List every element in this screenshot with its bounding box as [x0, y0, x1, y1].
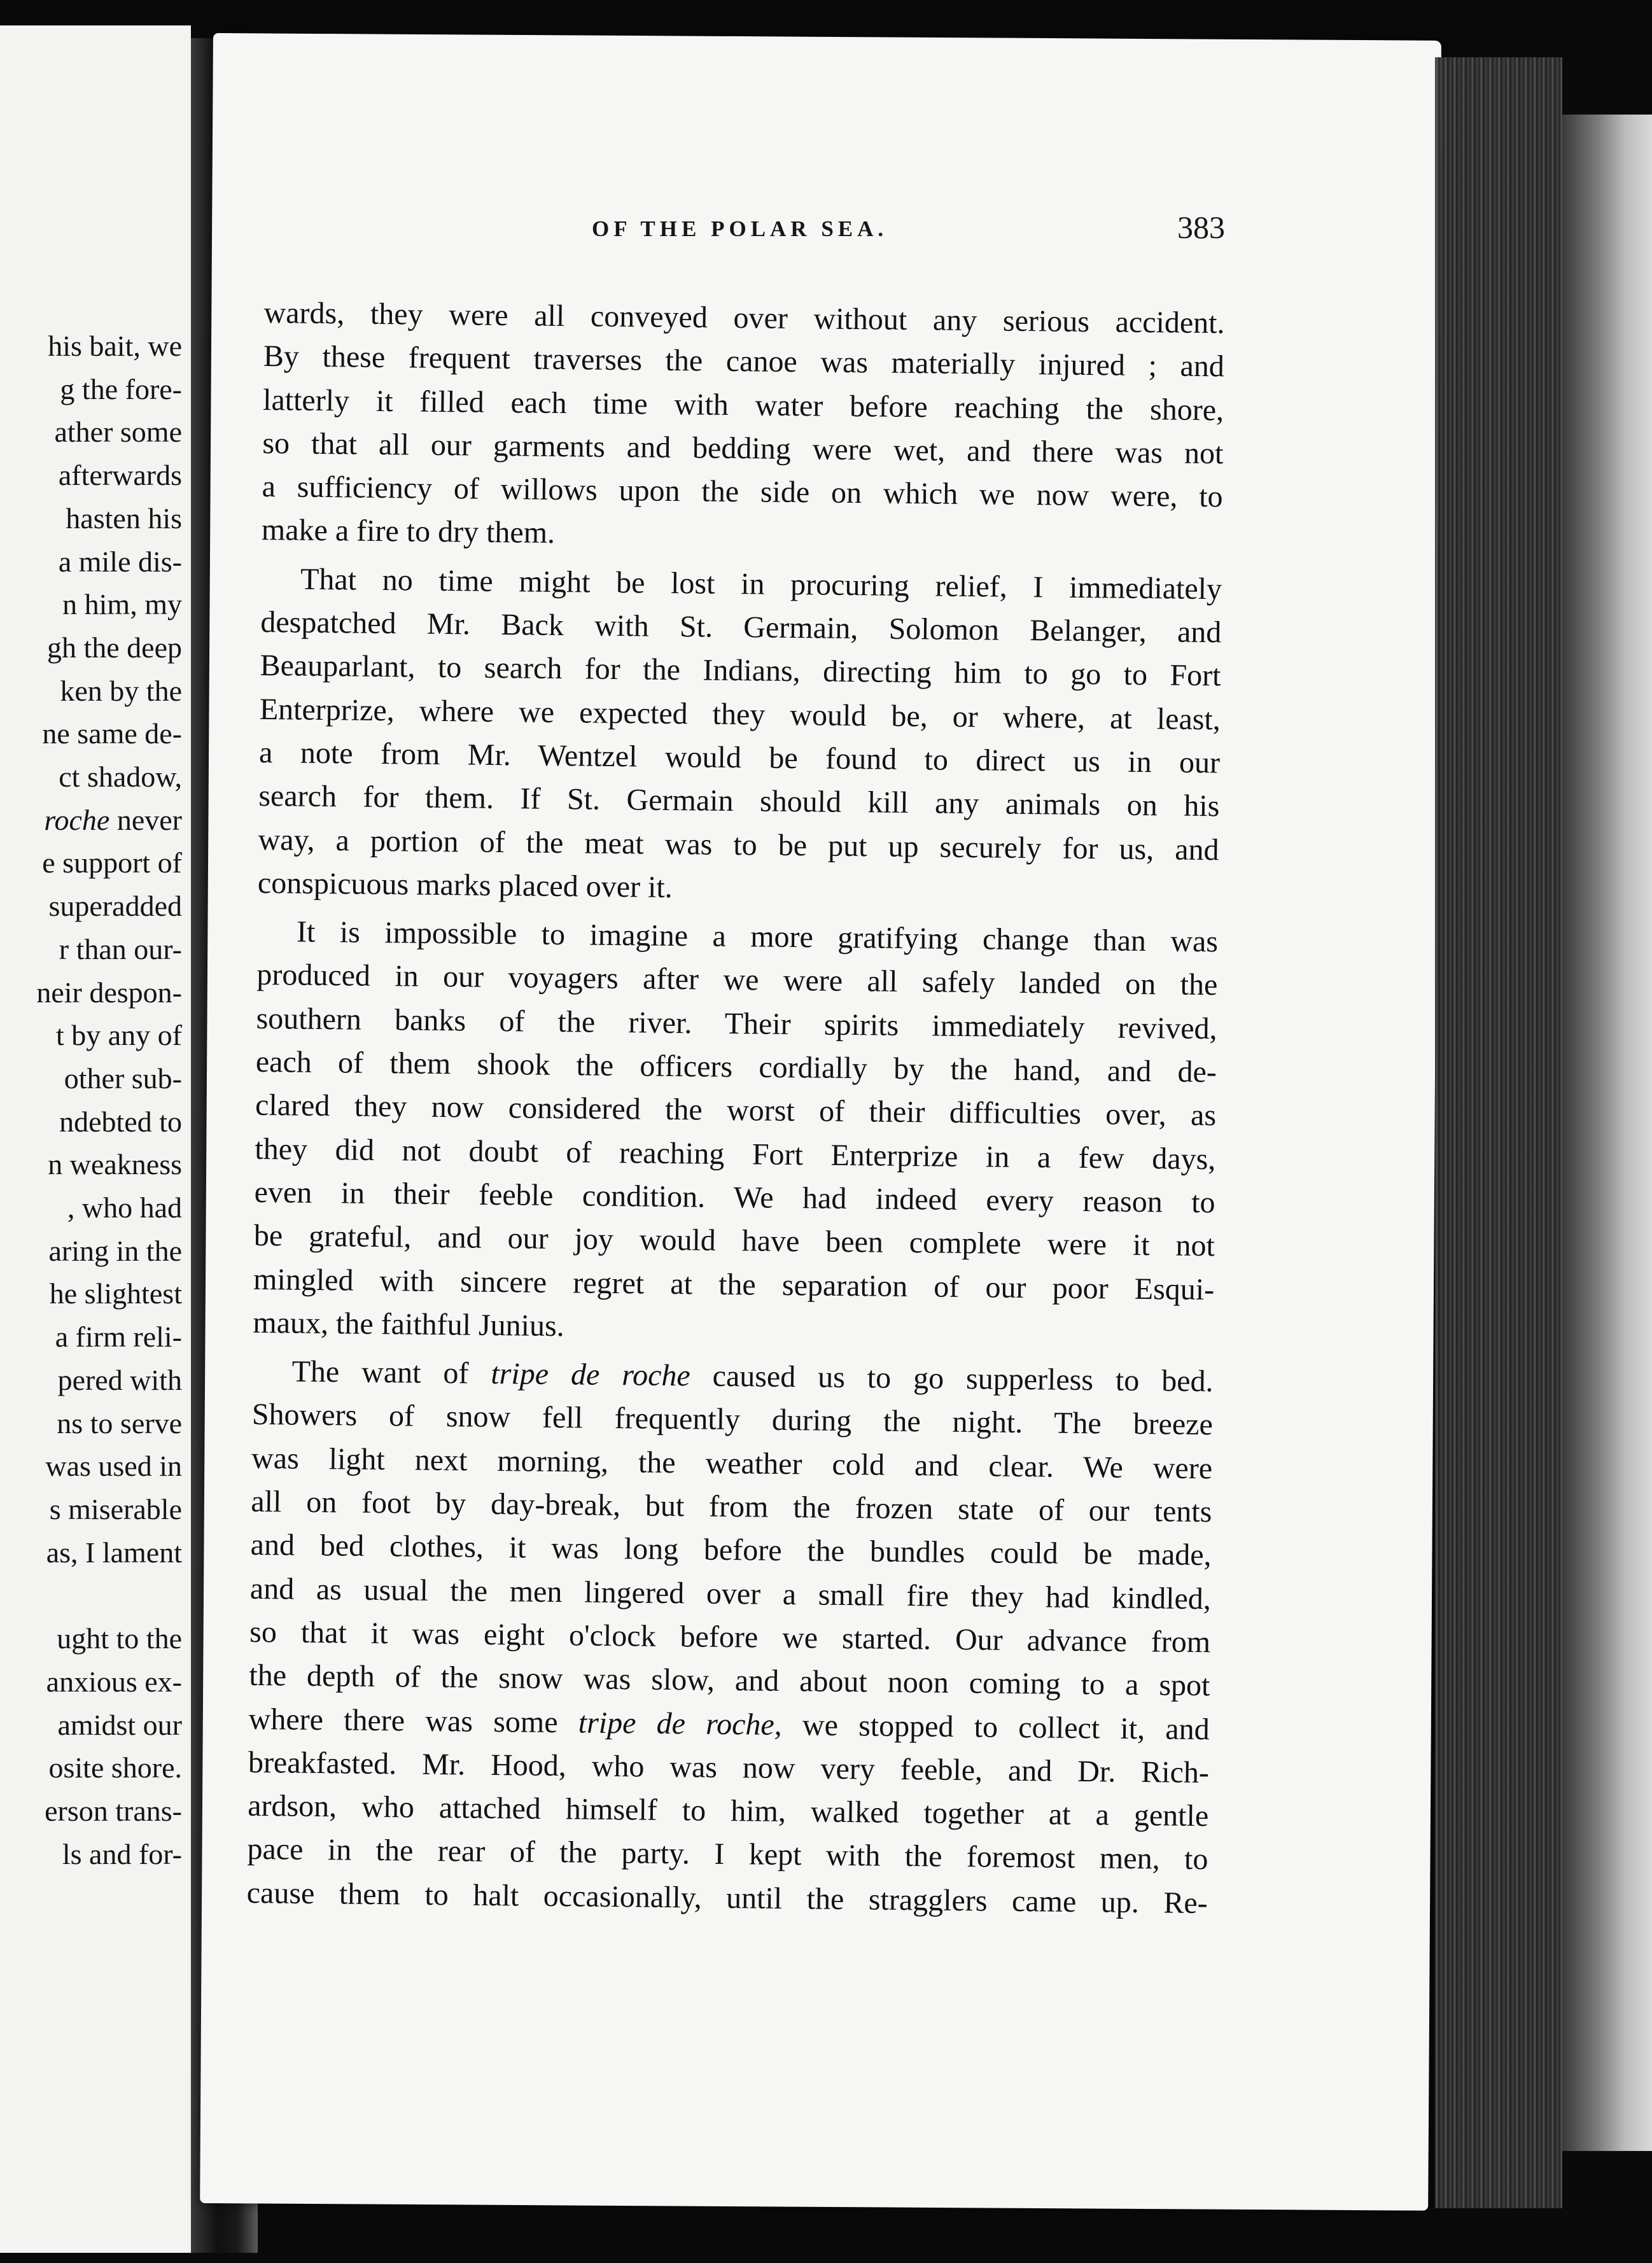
text-line: By these frequent traverses the canoe was materially injured ; and — [263, 339, 1225, 384]
left-page-line — [36, 1574, 182, 1617]
left-page-line: ught to the — [57, 1622, 182, 1655]
text-line: even in their feeble condition. We had indeed every reason to — [254, 1175, 1215, 1220]
left-page-line: amidst our — [57, 1708, 182, 1741]
text-line: so that it was eight o'clock before we started. Our advance from — [249, 1615, 1211, 1660]
left-page-line: hasten his — [66, 501, 182, 535]
left-page-line: ken by the — [60, 674, 182, 707]
text-line: breakfasted. Mr. Hood, who was now very feeble, and Dr. Rich- — [248, 1745, 1210, 1790]
text-line: It is impossible to imagine a more gratifying change than was — [296, 914, 1219, 959]
text-line: Beauparlant, to search for the Indians, directing him to go to Fort — [260, 648, 1221, 693]
text-line: That no time might be lost in procuring relief, I immediately — [300, 562, 1222, 606]
left-page-line: he slightest — [49, 1277, 182, 1310]
text-line: Enterprize, where we expected they would be, or where, at least, — [259, 692, 1221, 736]
paragraph — [246, 1350, 1214, 1925]
left-page-line: t by any of — [55, 1019, 182, 1052]
text-line: pace in the rear of the party. I kept with the foremost men, to — [247, 1832, 1208, 1877]
left-page-line: a mile dis- — [58, 545, 182, 578]
left-page-line: r than our- — [59, 932, 182, 965]
left-page-line: as, I lament — [46, 1536, 182, 1569]
left-page-line: n him, my — [62, 588, 182, 621]
left-page-line: aring in the — [48, 1234, 182, 1267]
left-page-line: a firm reli- — [55, 1321, 182, 1354]
text-line: produced in our voyagers after we were all safely landed on the — [256, 958, 1218, 1002]
left-page-line: his bait, we — [48, 330, 182, 362]
text-line: where there was some tripe de roche, we stopped to collect it, and — [248, 1702, 1210, 1746]
left-page-line: afterwards — [58, 459, 182, 492]
cover-edge — [1562, 115, 1652, 2151]
left-page-line: e support of — [42, 846, 182, 879]
left-page-line: ns to serve — [57, 1406, 182, 1440]
left-page-line: n weakness — [48, 1148, 182, 1181]
left-page-line: roche never — [44, 803, 182, 836]
left-page-line: ct shadow, — [59, 760, 182, 794]
text-line: latterly it filled each time with water before reaching the shore, — [262, 382, 1224, 427]
text-line: so that all our garments and bedding were wet, and there was not — [262, 426, 1224, 471]
left-page-line: pered with — [57, 1363, 182, 1396]
text-line: conspicuous marks placed over it. — [257, 865, 673, 904]
left-page-line: , who had — [67, 1191, 182, 1224]
text-line: clared they now considered the worst of their difficulties over, as — [255, 1088, 1217, 1133]
text-line: was light next morning, the weather cold and clear. We were — [251, 1441, 1213, 1485]
text-line: and as usual the men lingered over a small fire they had kindled, — [249, 1571, 1212, 1616]
left-page-line: osite shore. — [48, 1751, 182, 1784]
running-head: OF THE POLAR SEA. — [592, 216, 888, 241]
left-page-line: ls and for- — [62, 1837, 182, 1870]
left-facing-page — [0, 25, 191, 2253]
text-line: ardson, who attached himself to him, walked together at a gentle — [247, 1788, 1209, 1833]
text-line: they did not doubt of reaching Fort Enterprize in a few days, — [255, 1132, 1216, 1176]
left-page-line: s miserable — [49, 1492, 182, 1525]
page-header — [382, 209, 1225, 267]
page-edges — [1435, 57, 1562, 2208]
text-line: all on foot by day-break, but from the frozen state of our tents — [251, 1484, 1212, 1529]
text-line: The want of tripe de roche caused us to go supperless to bed. — [291, 1354, 1214, 1399]
page-number: 383 — [1177, 209, 1225, 245]
left-page-line: other sub- — [64, 1061, 182, 1095]
text-line: Showers of snow fell frequently during the night. The breeze — [251, 1398, 1214, 1442]
text-line: and bed clothes, it was long before the bundles could be made, — [250, 1528, 1212, 1573]
text-line: be grateful, and our joy would have been complete were it not — [253, 1219, 1215, 1263]
text-line: search for them. If St. Germain should kill any animals on his — [258, 779, 1220, 823]
left-page-line: erson trans- — [45, 1794, 182, 1827]
left-page-line: ather some — [54, 416, 182, 449]
body-text — [246, 291, 1225, 1925]
left-page-line: superadded — [48, 890, 182, 923]
text-line: a sufficiency of willows upon the side on which we now were, to — [262, 470, 1223, 514]
left-page-line: neir despon- — [36, 976, 182, 1009]
left-page-line: anxious ex- — [46, 1665, 182, 1698]
text-line: despatched Mr. Back with St. Germain, Solomon Belanger, and — [260, 605, 1222, 650]
text-line: wards, they were all conveyed over without any serious accident. — [263, 295, 1225, 340]
text-line: each of them shook the officers cordially by the hand, and de- — [255, 1044, 1217, 1089]
paragraph — [262, 291, 1225, 563]
left-page-line: ne same de- — [42, 717, 182, 750]
left-page-line: g the fore- — [60, 372, 182, 405]
left-page-line: was used in — [45, 1450, 182, 1483]
text-line: a note from Mr. Wentzel would be found to direct us in our — [258, 735, 1221, 780]
left-page-line: gh the deep — [46, 631, 182, 664]
text-line: mingled with sincere regret at the separation of our poor Esqui- — [253, 1262, 1215, 1307]
text-line: cause them to halt occasionally, until the stragglers came up. Re- — [246, 1875, 1208, 1920]
left-page-text — [36, 325, 182, 1875]
left-page-line: ndebted to — [59, 1105, 182, 1138]
text-line: make a fire to dry them. — [261, 513, 556, 550]
text-line: the depth of the snow was slow, and about noon coming to a spot — [249, 1658, 1210, 1703]
text-line: southern banks of the river. Their spirits immediately revived, — [256, 1001, 1217, 1046]
text-line: way, a portion of the meat was to be put up securely for us, and — [258, 822, 1219, 867]
paragraph — [258, 557, 1222, 916]
paragraph — [253, 910, 1218, 1355]
text-line: maux, the faithful Junius. — [253, 1305, 564, 1343]
